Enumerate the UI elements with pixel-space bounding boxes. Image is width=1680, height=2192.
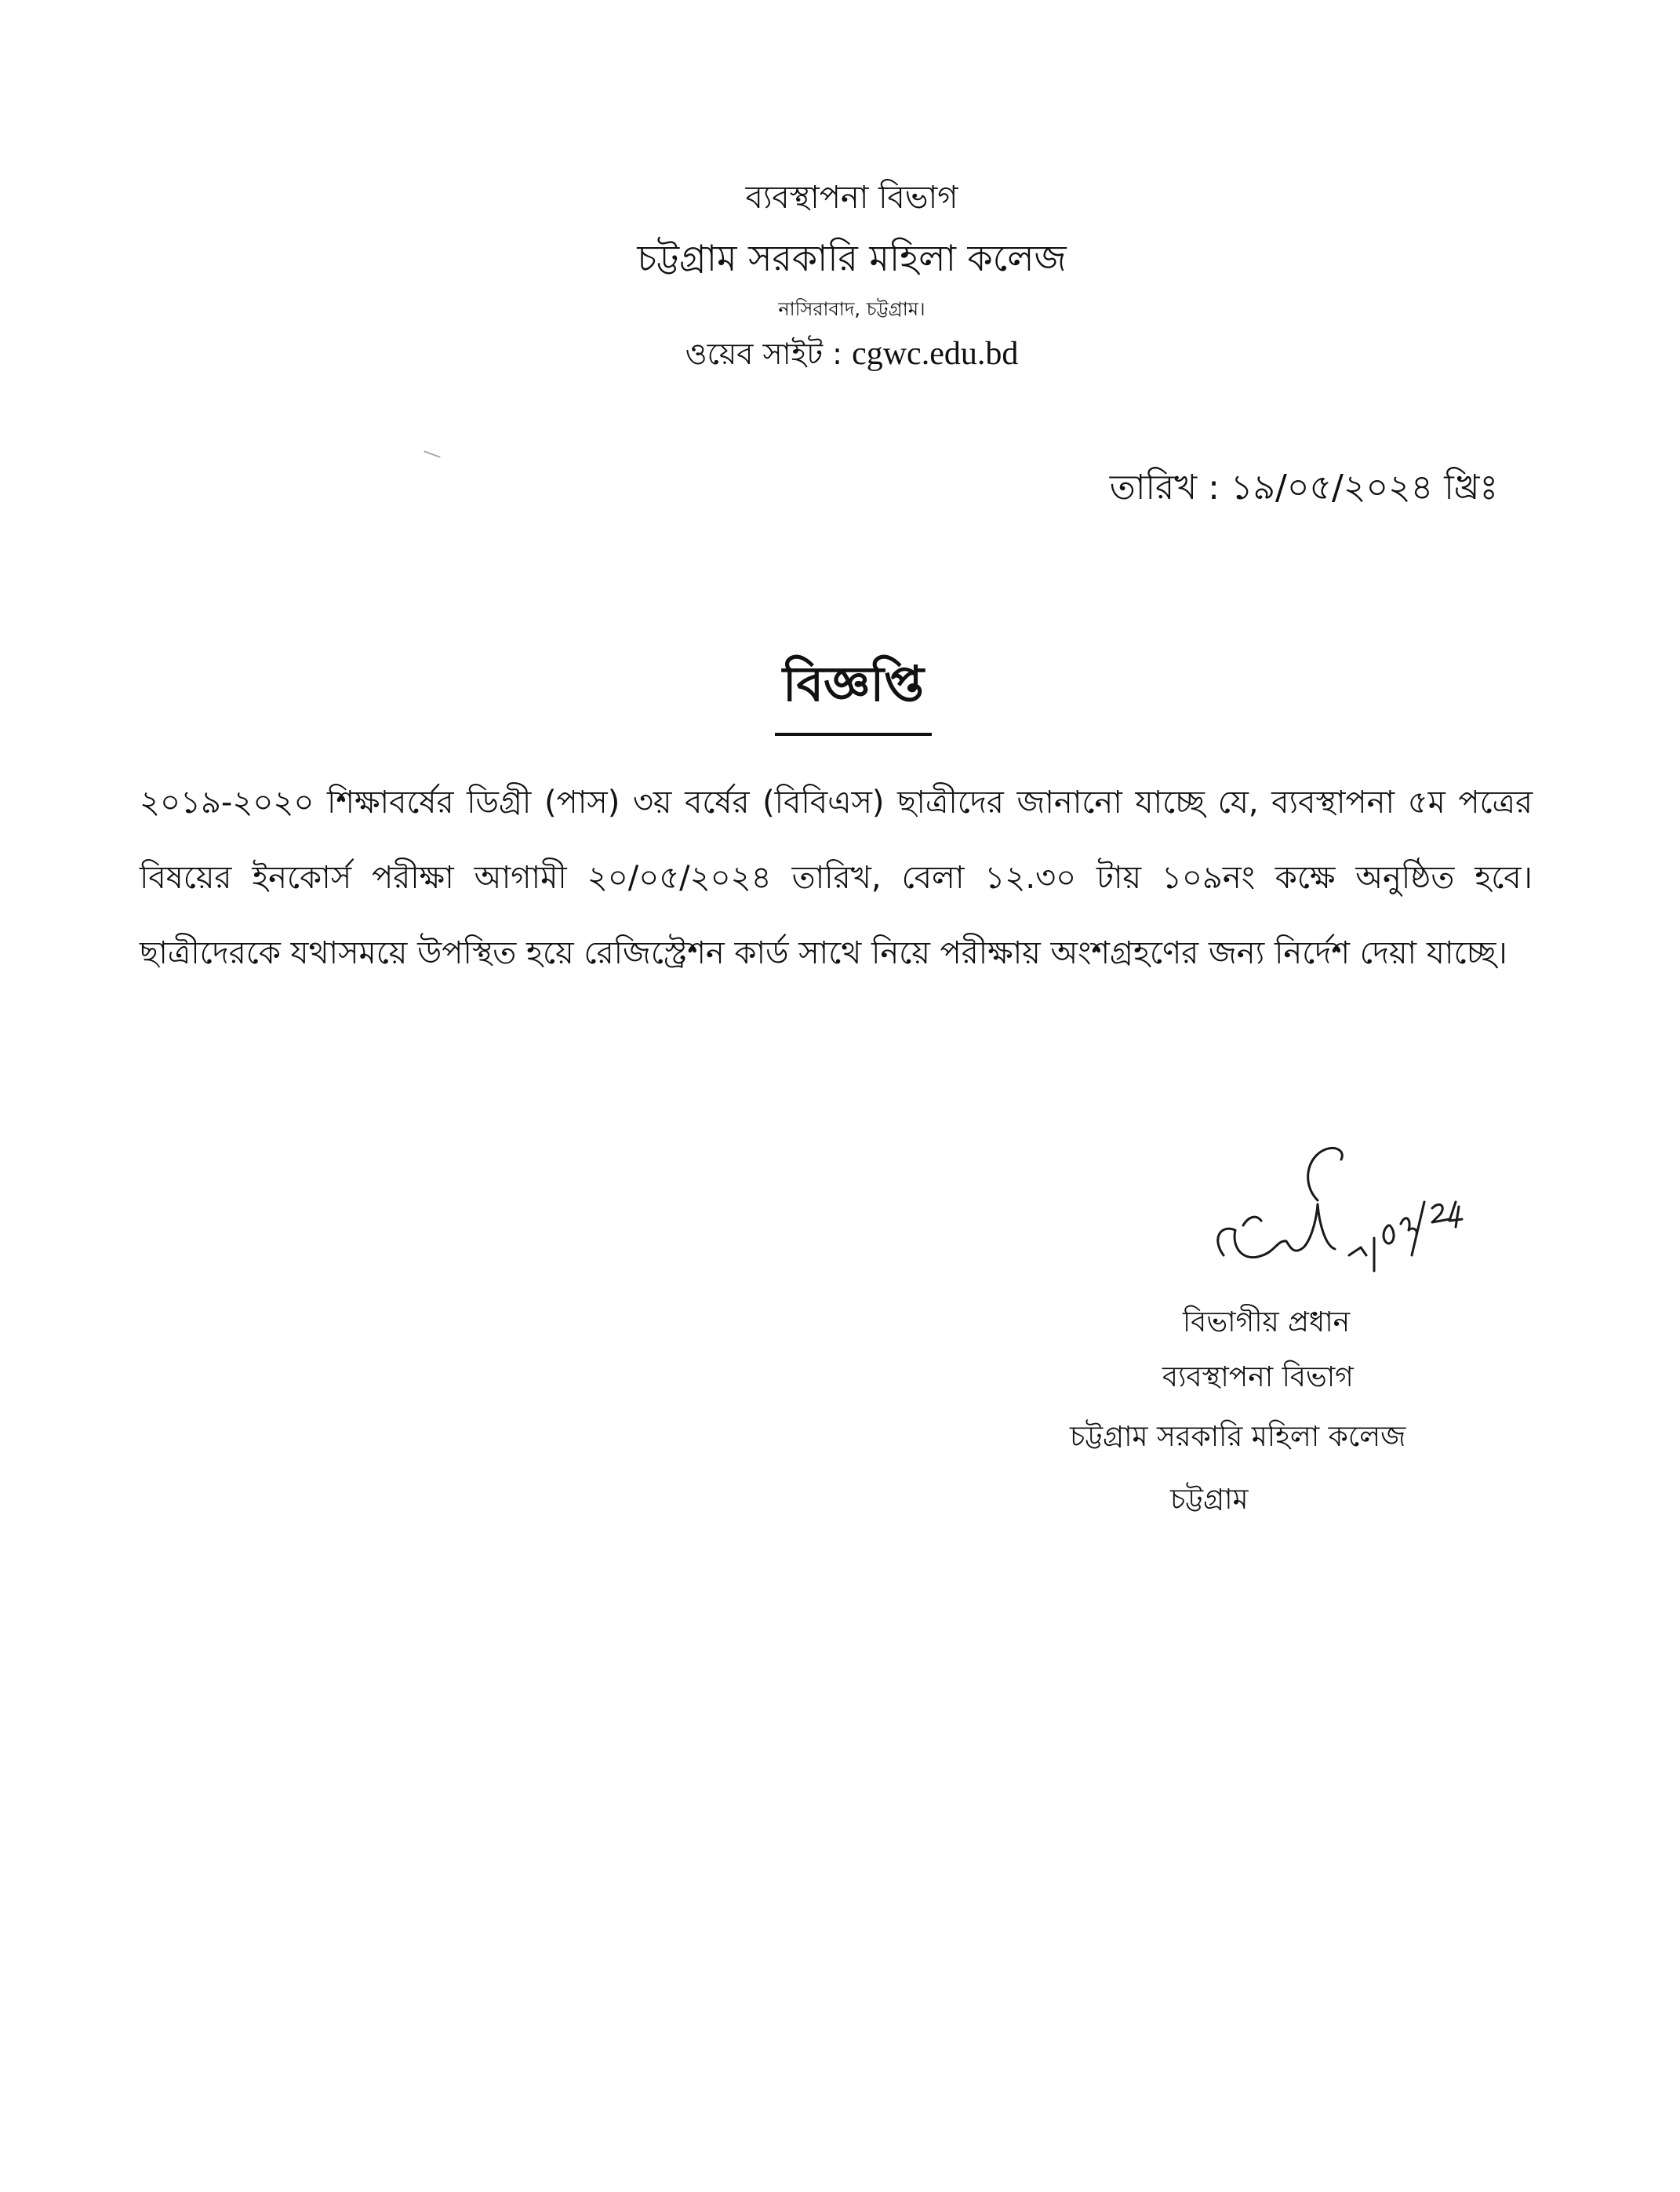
signatory-department: ব্যবস্থাপনা বিভাগ (1162, 1361, 1354, 1393)
signatory-college: চট্টগ্রাম সরকারি মহিলা কলেজ (1070, 1421, 1406, 1453)
notice-title: বিজ্ঞপ্তি (775, 647, 932, 736)
website-label: ওয়েব সাইট : (685, 337, 842, 371)
notice-title-wrapper (0, 647, 1680, 736)
college-name: চট্টগ্রাম সরকারি মহিলা কলেজ (637, 237, 1067, 279)
website-line (24, 329, 1680, 379)
website-url: cgwc.edu.bd (852, 336, 1019, 372)
signatory-city: চট্টগ্রাম (1170, 1484, 1249, 1516)
college-address: নাসিরাবাদ, চট্টগ্রাম। (778, 298, 925, 320)
department-name: ব্যবস্থাপনা বিভাগ (745, 180, 958, 216)
letterhead (0, 169, 1680, 379)
handwritten-signature (1200, 1138, 1498, 1302)
notice-date: তারিখ : ১৯/০৫/২০২৪ খ্রিঃ (1109, 468, 1498, 508)
signatory-designation: বিভাগীয় প্রধান (1183, 1306, 1351, 1338)
scan-speck (424, 450, 440, 457)
signature-block (1012, 1138, 1561, 1546)
notice-body: ২০১৯-২০২০ শিক্ষাবর্ষের ডিগ্রী (পাস) ৩য় বর্ষের (বিবিএস) ছাত্রীদের জানানো যাচ্ছে যে, ব্যবস্থাপনা ৫ম পত্রের বিষয়ের ইনকোর্স পরীক্ষা আগামী ২০/০৫/২০২৪ তারিখ, বেলা ১২.৩০ টায় ১০৯নং কক্ষে অনুষ্ঠিত হবে। ছাত্রীদেরকে যথাসময়ে উপস্থিত হয়ে রেজিস্ট্রেশন কার্ড সাথে নিয়ে পরীক্ষায় অংশগ্রহণের জন্য নির্দেশ দেয়া যাচ্ছে। (140, 785, 1533, 971)
